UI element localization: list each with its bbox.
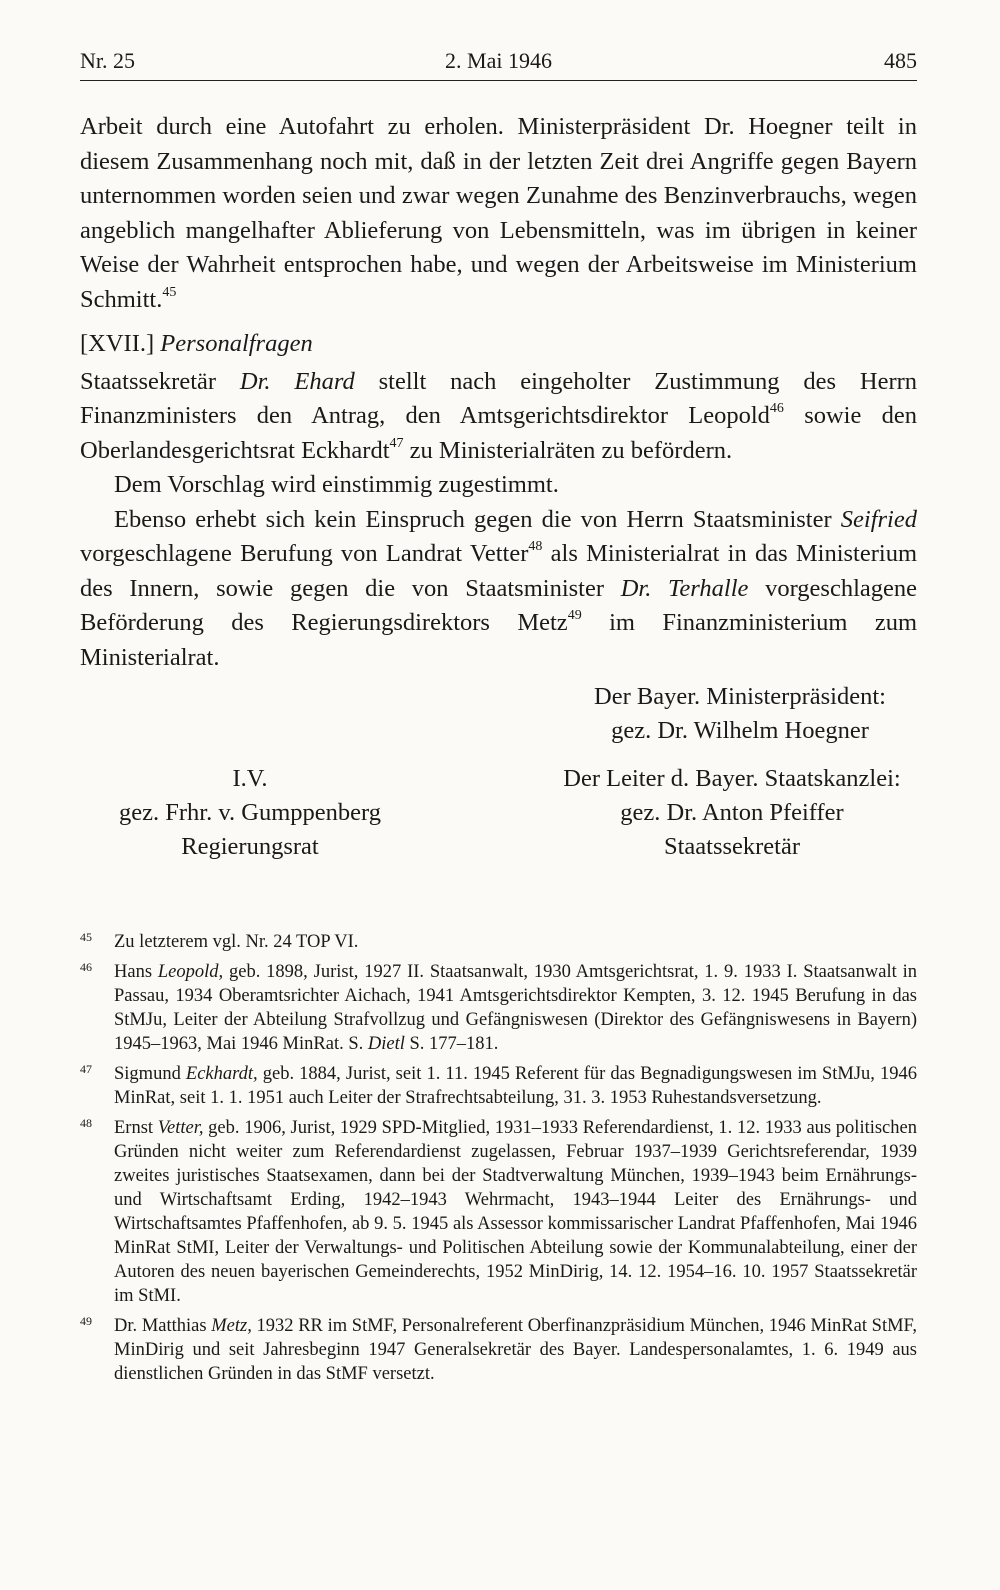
footnote-text: Hans [114,962,158,982]
text-run: Ebenso erhebt sich kein Einspruch gegen die von Herrn Staatsminister [114,505,841,533]
running-header [80,40,917,81]
footnote-number: 47 [80,1062,92,1076]
footnote-46 [80,960,917,1056]
section-heading [80,327,917,362]
paragraph-approval: Dem Vorschlag wird einstimmig zugestimmt. [114,471,559,498]
text-run: sowie den Oberlandesgerichtsrat Eckhardt [80,402,917,464]
footnote-45 [80,930,917,954]
text-run: vorgeschlagene Berufung von Landrat Vetter [80,540,529,567]
footnote-text: geb. 1898, Jurist, 1927 II. Staatsanwalt, 1930 Amtsgerichtsrat, 1. 9. 1933 I. Staatsanwalt in Passau, 1934 Oberamtsrichter Aichach, 1941 Amtsgerichtsdirektor Kempten, 3. 12. 1945 Berufung in das StMJu, Leiter der Abteilung Strafvollzug und Gefängniswesen (Direktor des Gefängniswesens in Bayern) 1945–1963, Mai 1946 MinRat. S. [114,962,917,1054]
footnote-47 [80,1062,917,1110]
person-name: Leopold, [157,962,224,982]
signature-iv-label: I.V. [232,765,268,792]
person-name: Eckhardt, [185,1064,258,1084]
footnote-text: Ernst [114,1118,158,1138]
person-name: Vetter, [157,1118,204,1138]
section-number: [XVII.] [80,330,155,357]
citation-author: Dietl [367,1034,405,1054]
footnote-ref[interactable]: 48 [528,539,543,554]
footnote-text: Zu letzterem vgl. Nr. 24 TOP VI. [114,932,359,952]
person-name: Dr. Terhalle [620,574,749,602]
text-run: im Finanzministerium zum Ministerialrat. [80,609,918,671]
footnote-48 [80,1116,917,1308]
footnote-number: 48 [80,1116,92,1130]
paragraph-personnel-request [80,365,917,469]
signature-role: Staatssekretär [663,833,801,860]
person-name: Metz, [211,1316,252,1336]
person-name: Seifried [840,505,917,533]
signature-name: gez. Frhr. v. Gumppenberg [119,799,381,826]
text-run: stellt nach eingeholter Zustimmung des Herrn Finanzministers den Antrag, den Amtsgerichtsdirektor Leopold [80,367,918,429]
footnote-number: 45 [80,930,92,944]
footnote-text: S. 177–181. [404,1034,499,1054]
text-run: Staatssekretär [80,367,240,395]
header-date: 2. Mai 1946 [445,48,552,73]
signature-staatskanzlei [532,762,932,864]
footnote-number: 49 [80,1314,92,1328]
footnotes [80,930,917,1392]
footnote-text: Dr. Matthias [114,1316,212,1336]
footnote-49 [80,1314,917,1386]
paragraph-text: Arbeit durch eine Autofahrt zu erholen. Ministerpräsident Dr. Hoegner teilt in diesem Zusammenhang noch mit, daß in der letzten Zeit drei Angriffe gegen Bayern unternommen worden seien und zwar wegen Zunahme des Benzinverbrauchs, wegen angeblich mangelhafter Ablieferung von Lebensmitteln, was im übrigen in keiner Weise der Wahrheit entsprochen habe, und wegen der Arbeitsweise im Ministerium Schmitt. [80,113,917,313]
footnote-text: geb. 1906, Jurist, 1929 SPD-Mitglied, 1931–1933 Referendardienst, 1. 12. 1933 aus politischen Gründen nicht weiter zum Referendardienst zugelassen, Februar 1937–1939 Gerichtsreferendar, 1939 zweites juristisches Staatsexamen, dann bei der Stadtverwaltung München, 1939–1943 beim Ernährungs- und Wirtschaftsamt Erding, 1942–1943 Wehrmacht, 1943–1944 Leiter des Ernährungs- und Wirtschaftsamtes Pfaffenhofen, ab 9. 5. 1945 als Assessor kommissarischer Landrat Pfaffenhofen, Mai 1946 MinRat StMI, Leiter der Verwaltungs- und Politischen Abteilung sowie der Kommunalabteilung, einer der Autoren des neuen bayerischen Gemeinderechts, 1952 MinDirig, 14. 12. 1954–16. 10. 1957 Staatssekretär im StMI. [114,1118,917,1306]
footnote-ref[interactable]: 47 [389,435,404,451]
footnote-text: Sigmund [114,1064,186,1084]
text-run: zu Ministerialräten zu befördern. [403,436,733,464]
footnote-ref[interactable]: 46 [769,401,784,416]
footnote-ref[interactable]: 45 [162,284,177,300]
text-run: vorgeschlagene Beförderung des Regierungsdirektors Metz [80,574,918,636]
signature-iv [80,762,420,864]
page-number: 485 [884,48,917,73]
person-name: Dr. Ehard [239,367,355,395]
footnote-ref[interactable]: 49 [567,608,582,623]
signature-ministerpraesident [550,680,930,748]
footnote-text: 1932 RR im StMF, Personalreferent Oberfinanzpräsidium München, 1946 MinRat StMF, MinDirig und seit Jahresbeginn 1947 Generalsekretär des Bayer. Landespersonalamtes, 1. 6. 1949 aus dienstlichen Gründen in das StMF versetzt. [114,1316,917,1384]
footnote-text: geb. 1884, Jurist, seit 1. 11. 1945 Referent für das Begnadigungswesen im StMJu, 1946 MinRat, seit 1. 1. 1951 auch Leiter der Strafrechtsabteilung, 31. 3. 1953 Ruhestandsversetzung. [114,1064,917,1108]
signature-role: Regierungsrat [181,833,319,860]
footnote-number: 46 [80,960,92,974]
signature-name: gez. Dr. Wilhelm Hoegner [611,717,869,744]
signature-title: Der Leiter d. Bayer. Staatskanzlei: [563,765,901,792]
text-run: als Ministerialrat in das Ministerium des Innern, sowie gegen die von Staatsminister [80,540,918,602]
section-title: Personalfragen [160,330,313,357]
paragraph-appointments [80,503,917,676]
signature-title: Der Bayer. Ministerpräsident: [594,683,886,710]
main-text [80,110,917,675]
paragraph-continuation [80,110,917,317]
issue-number: Nr. 25 [80,48,135,73]
signature-name: gez. Dr. Anton Pfeiffer [620,799,844,826]
